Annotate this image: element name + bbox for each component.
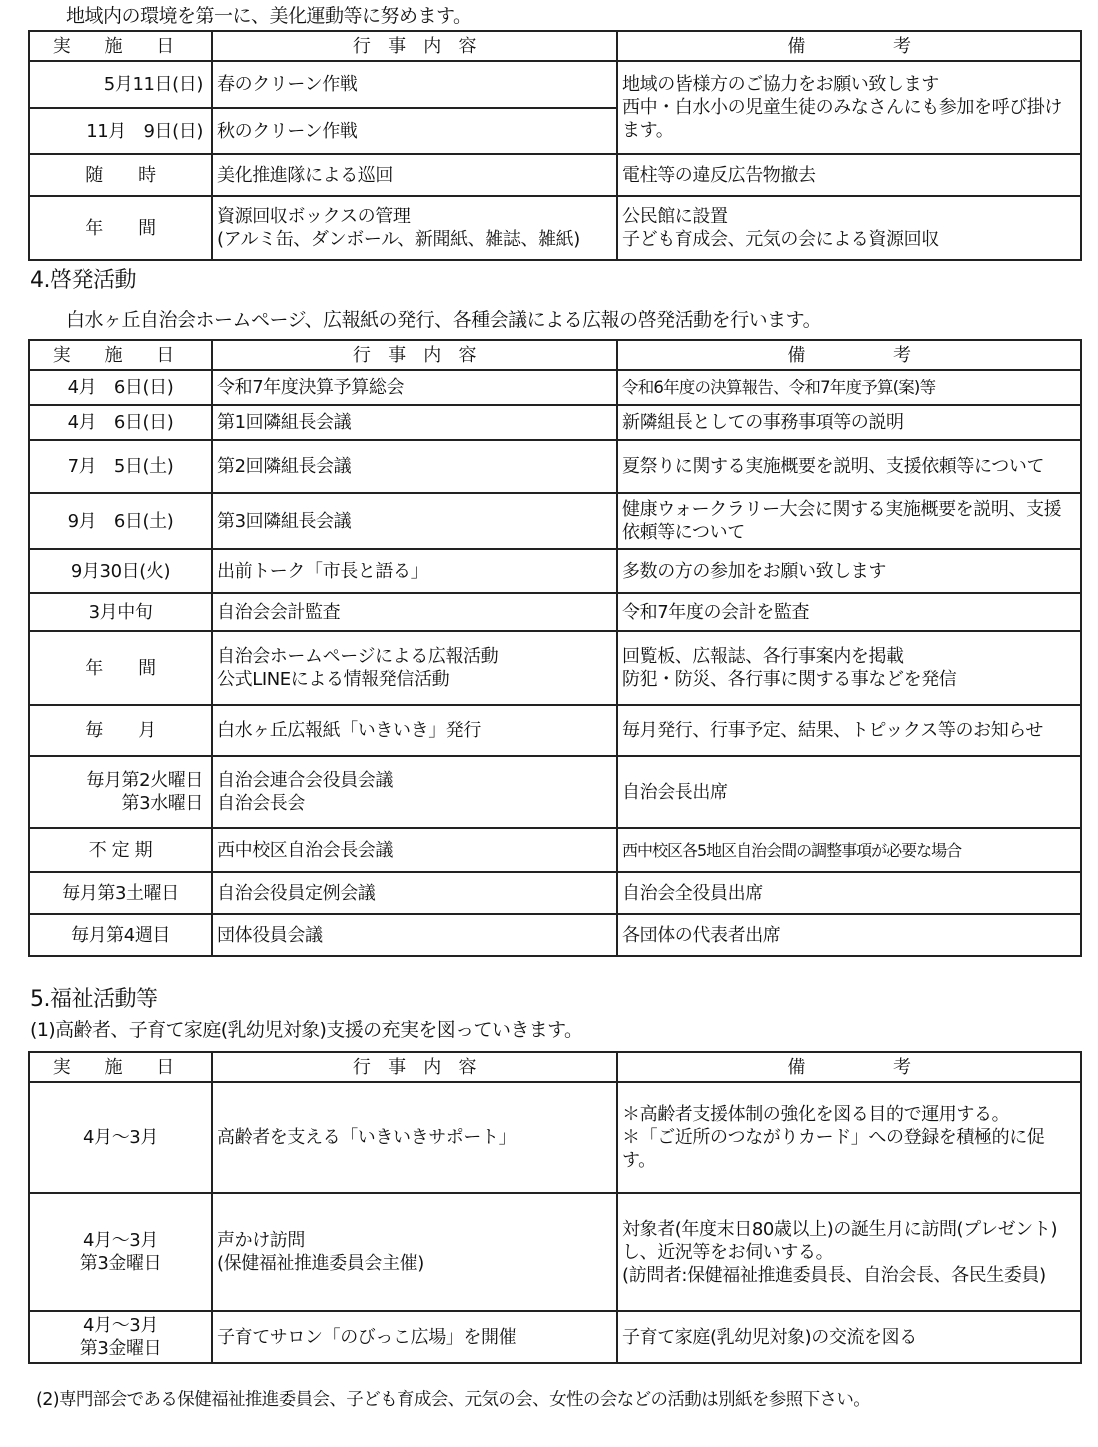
table-row xyxy=(29,154,1081,196)
row-remark: 新隣組長としての事務事項等の説明 xyxy=(617,405,1081,440)
header-event: 行 事 内 容 xyxy=(212,340,617,370)
table-header-row xyxy=(29,31,1081,61)
section3-intro: 地域内の環境を第一に、美化運動等に努めます。 xyxy=(66,5,472,27)
row-remark: 令和6年度の決算報告、令和7年度予算(案)等 xyxy=(617,370,1081,405)
row-date: 3月中旬 xyxy=(29,593,212,631)
section4-heading: 4.啓発活動 xyxy=(30,268,136,293)
row-date: 年 間 xyxy=(29,196,212,260)
table-row xyxy=(29,493,1081,549)
row-remark: 多数の方の参加をお願い致します xyxy=(617,549,1081,593)
welfare-schedule-table xyxy=(28,1051,1082,1364)
header-date: 実 施 日 xyxy=(29,31,212,61)
table-row xyxy=(29,1193,1081,1311)
table-row xyxy=(29,196,1081,260)
row-event: 自治会ホームページによる広報活動 公式LINEによる情報発信活動 xyxy=(212,631,617,705)
table-row xyxy=(29,549,1081,593)
row-date: 4月～3月 xyxy=(29,1082,212,1193)
table-row xyxy=(29,631,1081,705)
cleanup-schedule-table xyxy=(28,30,1082,261)
row-event: 自治会会計監査 xyxy=(212,593,617,631)
header-date: 実 施 日 xyxy=(29,340,212,370)
table-row xyxy=(29,440,1081,493)
row-remark: 電柱等の違反広告物撤去 xyxy=(617,154,1081,196)
table-row xyxy=(29,756,1081,828)
table-row xyxy=(29,914,1081,956)
row-remark: 地域の皆様方のご協力をお願い致します 西中・白水小の児童生徒のみなさんにも参加を呼び掛けます。 xyxy=(617,61,1081,154)
row-event: 西中校区自治会長会議 xyxy=(212,828,617,872)
row-event: 子育てサロン「のびっこ広場」を開催 xyxy=(212,1311,617,1363)
row-date: 5月11日(日) xyxy=(29,61,212,108)
table-row xyxy=(29,405,1081,440)
row-remark: 夏祭りに関する実施概要を説明、支援依頼等について xyxy=(617,440,1081,493)
row-date: 毎 月 xyxy=(29,705,212,756)
row-event: 自治会役員定例会議 xyxy=(212,872,617,914)
row-event: 第2回隣組長会議 xyxy=(212,440,617,493)
row-date: 毎月第2火曜日 第3水曜日 xyxy=(29,756,212,828)
table-row xyxy=(29,705,1081,756)
row-event: 第1回隣組長会議 xyxy=(212,405,617,440)
row-date: 不 定 期 xyxy=(29,828,212,872)
header-remark: 備 考 xyxy=(617,31,1081,61)
row-event xyxy=(212,196,617,260)
header-date: 実 施 日 xyxy=(29,1052,212,1082)
row-event: 令和7年度決算予算総会 xyxy=(212,370,617,405)
row-remark: 回覧板、広報誌、各行事案内を掲載 防犯・防災、各行事に関する事などを発信 xyxy=(617,631,1081,705)
row-date: 年 間 xyxy=(29,631,212,705)
table-row xyxy=(29,370,1081,405)
table-row xyxy=(29,1082,1081,1193)
header-remark: 備 考 xyxy=(617,1052,1081,1082)
section4-intro: 白水ヶ丘自治会ホームページ、広報紙の発行、各種会議による広報の啓発活動を行います。 xyxy=(66,309,822,331)
row-remark: 西中校区各5地区自治会間の調整事項が必要な場合 xyxy=(617,828,1081,872)
row-remark: 子育て家庭(乳幼児対象)の交流を図る xyxy=(617,1311,1081,1363)
table-header-row xyxy=(29,340,1081,370)
row-remark: 各団体の代表者出席 xyxy=(617,914,1081,956)
header-event: 行 事 内 容 xyxy=(212,31,617,61)
row-remark: 自治会長出席 xyxy=(617,756,1081,828)
row-date: 随 時 xyxy=(29,154,212,196)
table-header-row xyxy=(29,1052,1081,1082)
row-remark: 公民館に設置 子ども育成会、元気の会による資源回収 xyxy=(617,196,1081,260)
row-remark: 健康ウォークラリー大会に関する実施概要を説明、支援依頼等について xyxy=(617,493,1081,549)
row-event: 団体役員会議 xyxy=(212,914,617,956)
row-event: 出前トーク「市長と語る」 xyxy=(212,549,617,593)
row-event: 高齢者を支える「いきいきサポート」 xyxy=(212,1082,617,1193)
row-date: 11月 9日(日) xyxy=(29,108,212,154)
row-date: 4月 6日(日) xyxy=(29,370,212,405)
table-row xyxy=(29,872,1081,914)
table-row xyxy=(29,828,1081,872)
row-date: 9月30日(火) xyxy=(29,549,212,593)
row-event: 自治会連合会役員会議 自治会長会 xyxy=(212,756,617,828)
table-row xyxy=(29,593,1081,631)
row-remark: 対象者(年度末日80歳以上)の誕生月に訪問(プレゼント)し、近況等をお伺いする。 (訪問者:保健福祉推進委員長、自治会長、各民生委員) xyxy=(617,1193,1081,1311)
row-date: 7月 5日(土) xyxy=(29,440,212,493)
row-remark: ＊高齢者支援体制の強化を図る目的で運用する。 ＊「ご近所のつながりカード」への登録を積極的に促す。 xyxy=(617,1082,1081,1193)
row-event: 秋のクリーン作戦 xyxy=(212,108,617,154)
table-row xyxy=(29,1311,1081,1363)
table-row xyxy=(29,61,1081,108)
section5-subheading: (1)高齢者、子育て家庭(乳幼児対象)支援の充実を図っていきます。 xyxy=(30,1019,583,1041)
row-event: 第3回隣組長会議 xyxy=(212,493,617,549)
row-date: 4月～3月 第3金曜日 xyxy=(29,1193,212,1311)
row-remark: 自治会全役員出席 xyxy=(617,872,1081,914)
row-remark: 毎月発行、行事予定、結果、トピックス等のお知らせ xyxy=(617,705,1081,756)
row-date: 9月 6日(土) xyxy=(29,493,212,549)
row-event: 美化推進隊による巡回 xyxy=(212,154,617,196)
row-event: 声かけ訪問 (保健福祉推進委員会主催) xyxy=(212,1193,617,1311)
row-date: 4月～3月 第3金曜日 xyxy=(29,1311,212,1363)
row-event: 白水ヶ丘広報紙「いきいき」発行 xyxy=(212,705,617,756)
row-remark: 令和7年度の会計を監査 xyxy=(617,593,1081,631)
section5-note: (2)専門部会である保健福祉推進委員会、子ども育成会、元気の会、女性の会などの活動は別紙を参照下さい。 xyxy=(36,1390,871,1410)
row-event: 春のクリーン作戦 xyxy=(212,61,617,108)
header-remark: 備 考 xyxy=(617,340,1081,370)
section5-heading: 5.福祉活動等 xyxy=(30,987,158,1012)
event-text: 資源回収ボックスの管理 (アルミ缶、ダンボール、新聞紙、雑誌、雑紙) xyxy=(217,206,580,250)
header-event: 行 事 内 容 xyxy=(212,1052,617,1082)
row-date: 4月 6日(日) xyxy=(29,405,212,440)
row-date: 毎月第3土曜日 xyxy=(29,872,212,914)
publicity-schedule-table xyxy=(28,339,1082,957)
row-date: 毎月第4週目 xyxy=(29,914,212,956)
